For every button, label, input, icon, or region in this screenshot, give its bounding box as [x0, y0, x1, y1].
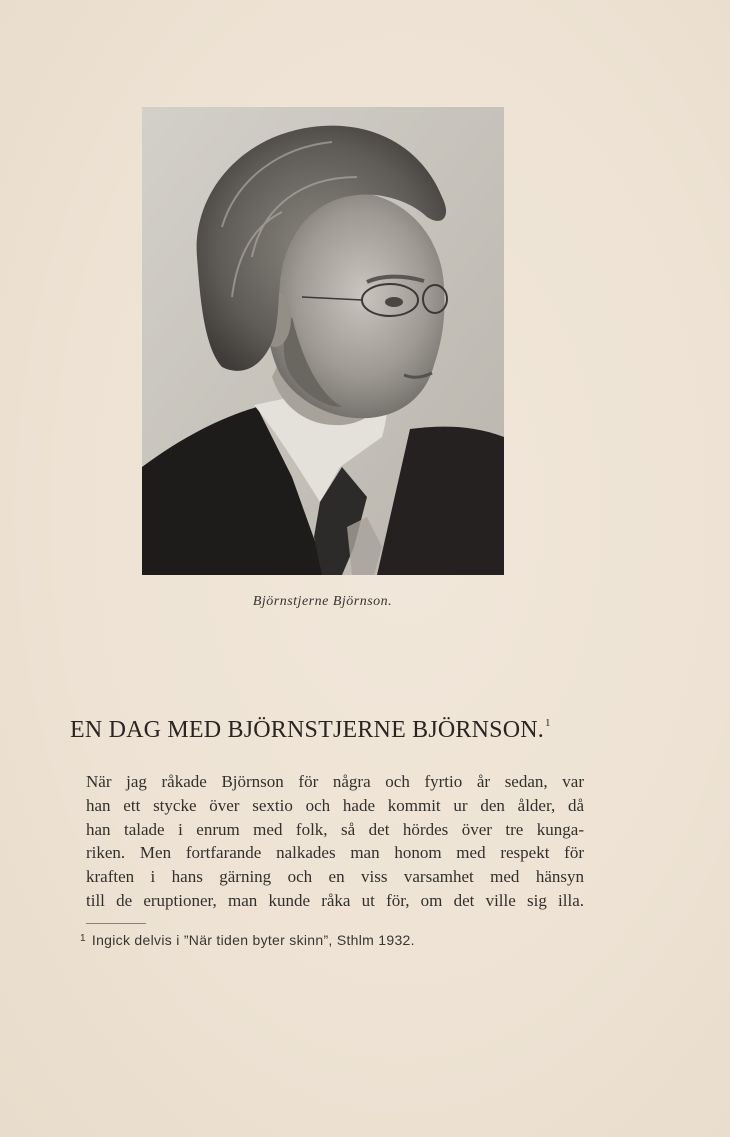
- photo-caption: Björnstjerne Björnson.: [252, 594, 393, 609]
- footnote-mark: 1: [80, 933, 86, 944]
- body-paragraph: [86, 770, 584, 913]
- portrait-image: [142, 107, 504, 575]
- text-line: kraften i hans gärning och en viss varsamhet med hänsyn: [86, 867, 584, 887]
- footnote: [80, 932, 415, 948]
- text-line: riken. Men fortfarande nalkades man honom med respekt för: [86, 843, 584, 863]
- text-line: han ett stycke över sextio och hade kommit ur den ålder, då: [86, 795, 584, 815]
- text-line: När jag råkade Björnson för några och fyrtio år sedan, var: [86, 772, 584, 791]
- text-line: till de eruptioner, man kunde råka ut för, om det ville sig illa.: [86, 890, 584, 910]
- text-line: han talade i enrum med folk, så det hördes över tre kunga-: [86, 819, 584, 839]
- footnote-reference: 1: [544, 717, 551, 729]
- portrait-photograph: [142, 107, 504, 575]
- footnote-rule: [86, 923, 146, 924]
- chapter-heading: [70, 717, 551, 744]
- footnote-text: Ingick delvis i ”När tiden byter skinn”, Sthlm 1932.: [91, 932, 415, 948]
- chapter-title: EN DAG MED BJÖRNSTJERNE BJÖRNSON.: [70, 717, 544, 743]
